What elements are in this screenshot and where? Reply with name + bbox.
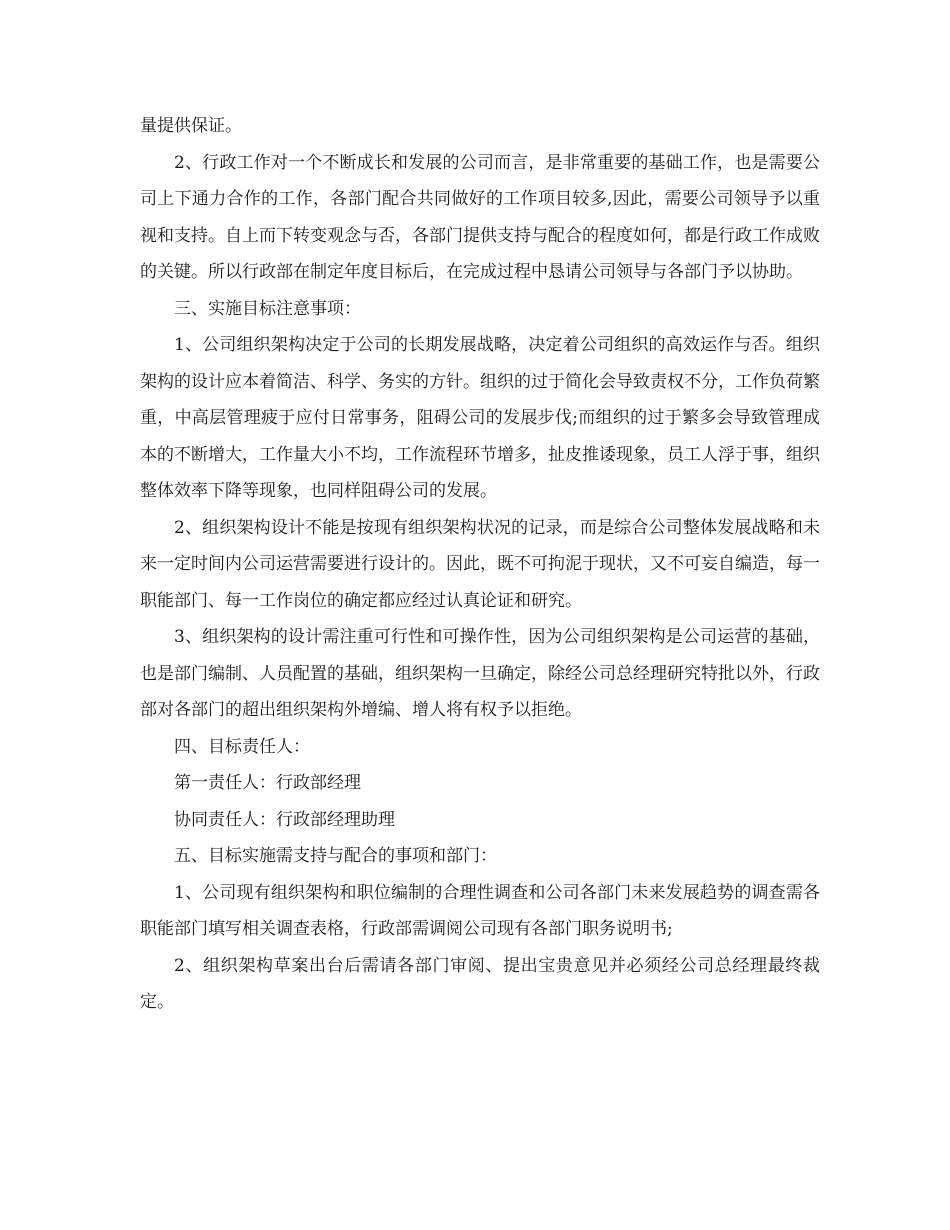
paragraph-co-responsible: 协同责任人：行政部经理助理 — [174, 809, 395, 830]
paragraph-draft-review: 2、组织架构草案出台后需请各部门审阅、提出宝贵意见并必须经公司总经理最终裁定。 — [140, 955, 820, 1012]
document-body — [140, 108, 820, 1021]
paragraph-org-feasibility: 3、组织架构的设计需注重可行性和可操作性，因为公司组织架构是公司运营的基础，也是部门编制、人员配置的基础，组织架构一旦确定，除经公司总经理研究特批以外，行政部对各部门的超出组织架构外增编、增人将有权予以拒绝。 — [140, 627, 820, 720]
section-heading-notes: 三、实施目标注意事项： — [174, 298, 361, 319]
paragraph-continuation: 量提供保证。 — [140, 116, 242, 136]
section-heading-support: 五、目标实施需支持与配合的事项和部门： — [174, 846, 497, 866]
paragraph-survey: 1、公司现有组织架构和职位编制的合理性调查和公司各部门未来发展趋势的调查需各职能部门填写相关调查表格，行政部需调阅公司现有各部门职务说明书; — [140, 882, 820, 939]
paragraph-org-strategy: 1、公司组织架构决定于公司的长期发展战略，决定着公司组织的高效运作与否。组织架构的设计应本着简洁、科学、务实的方针。组织的过于简化会导致责权不分，工作负荷繁重，中高层管理疲于应付日常事务，阻碍公司的发展步伐;而组织的过于繁多会导致管理成本的不断增大，工作量大小不均，工作流程环节增多，扯皮推诿现象，员工人浮于事，组织整体效率下降等现象，也同样阻碍公司的发展。 — [140, 335, 820, 501]
paragraph-org-design: 2、组织架构设计不能是按现有组织架构状况的记录，而是综合公司整体发展战略和未来一定时间内公司运营需要进行设计的。因此，既不可拘泥于现状，又不可妄自编造，每一职能部门、每一工作岗位的确定都应经过认真论证和研究。 — [140, 517, 820, 611]
paragraph-primary-responsible: 第一责任人：行政部经理 — [174, 773, 361, 793]
section-heading-responsible: 四、目标责任人： — [174, 736, 310, 757]
paragraph-admin-support: 2、行政工作对一个不断成长和发展的公司而言，是非常重要的基础工作，也是需要公司上下通力合作的工作，各部门配合共同做好的工作项目较多,因此，需要公司领导予以重视和支持。自上而下转变观念与否，各部门提供支持与配合的程度如何，都是行政工作成败的关键。所以行政部在制定年度目标后，在完成过程中恳请公司领导与各部门予以协助。 — [140, 152, 820, 282]
